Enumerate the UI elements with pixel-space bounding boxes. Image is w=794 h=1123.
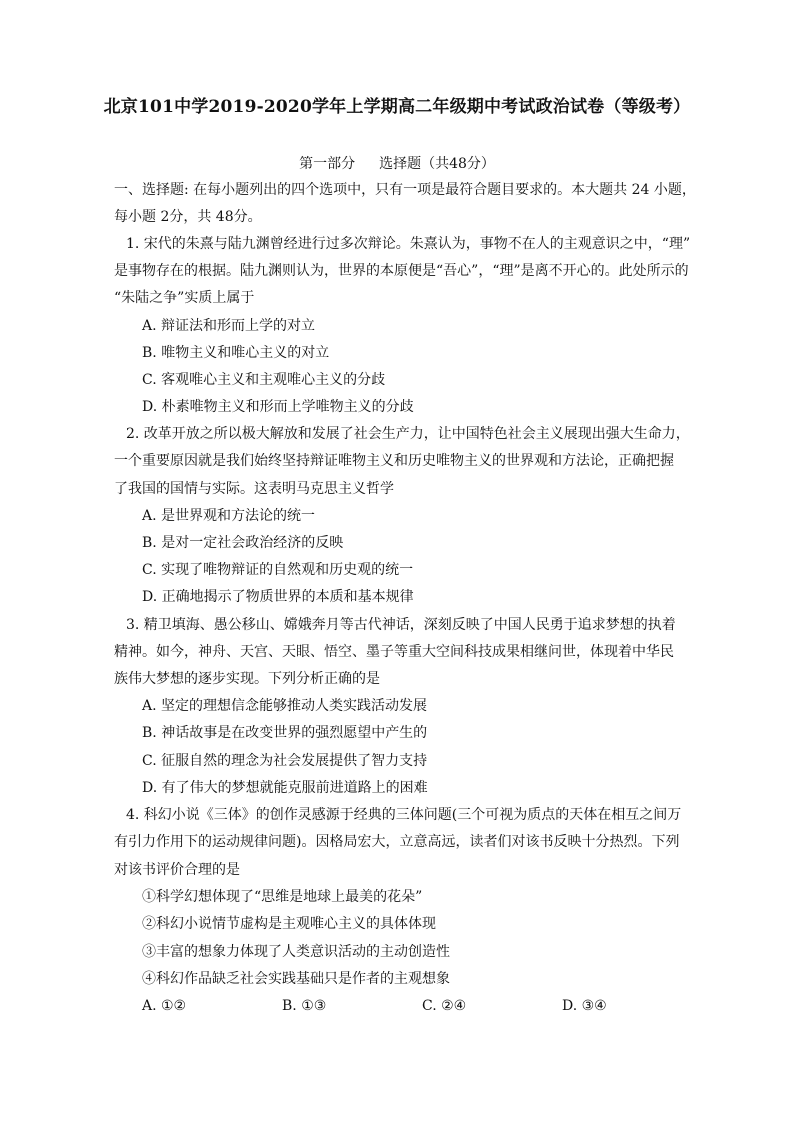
instructions-line: 一、选择题: 在每小题列出的四个选项中，只有一项是最符合题目要求的。本大题共 24 小题， [114,182,696,198]
question-4-statement-3: ③丰富的想象力体现了人类意识活动的主动创造性 [142,944,450,960]
instructions-line: 每小题 2分，共 48分。 [114,209,262,225]
question-1-stem-line: “朱陆之争”实质上属于 [114,290,255,306]
question-2-stem-line: 一个重要原因就是我们始终坚持辩证唯物主义和历史唯物主义的世界观和方法论，正确把握 [114,453,674,469]
question-4-option-b: B. ①③ [282,998,327,1014]
question-3-stem-line: 精神。如今，神舟、天宫、天眼、悟空、墨子等重大空间科技成果相继问世，体现着中华民 [114,644,674,660]
question-2-option-a: A. 是世界观和方法论的统一 [142,508,316,524]
part-label: 第一部分 [299,156,356,172]
question-1-option-b: B. 唯物主义和唯心主义的对立 [142,345,330,361]
question-3-option-b: B. 神话故事是在改变世界的强烈愿望中产生的 [142,725,428,741]
question-4-statement-1: ①科学幻想体现了“思维是地球上最美的花朵” [142,889,423,905]
question-2-option-d: D. 正确地揭示了物质世界的本质和基本规律 [142,589,414,605]
question-3-stem-line: 族伟大梦想的逐步实现。下列分析正确的是 [114,671,380,687]
question-2-stem-line: 了我国的国情与实际。这表明马克思主义哲学 [114,481,394,497]
question-4-stem-line: 4. 科幻小说《三体》的创作灵感源于经典的三体问题(三个可视为质点的天体在相互之间万 [126,807,682,823]
part-name: 选择题（共48分） [379,156,495,172]
exam-title: 北京101中学2019-2020学年上学期高二年级期中考试政治试卷（等级考） [103,97,691,117]
question-1-option-c: C. 客观唯心主义和主观唯心主义的分歧 [142,372,386,388]
question-4-stem-line: 有引力作用下的运动规律问题)。因格局宏大，立意高远，读者们对该书反映十分热烈。下列 [114,834,680,850]
question-2-option-c: C. 实现了唯物辩证的自然观和历史观的统一 [142,562,414,578]
part-heading [0,153,794,173]
question-3-option-a: A. 坚定的理想信念能够推动人类实践活动发展 [142,698,428,714]
question-3-option-c: C. 征服自然的理念为社会发展提供了智力支持 [142,753,428,769]
question-1-option-d: D. 朴素唯物主义和形而上学唯物主义的分歧 [142,399,414,415]
question-4-stem-line: 对该书评价合理的是 [114,862,240,878]
question-1-option-a: A. 辩证法和形而上学的对立 [142,318,316,334]
question-2-stem-line: 2. 改革开放之所以极大解放和发展了社会生产力，让中国特色社会主义展现出强大生命力， [126,426,690,442]
question-4-options [142,998,622,1016]
question-4-option-d: D. ③④ [562,998,607,1014]
question-4-option-a: A. ①② [142,998,187,1014]
question-4-statement-2: ②科幻小说情节虚构是主观唯心主义的具体体现 [142,916,436,932]
question-3-stem-line: 3. 精卫填海、愚公移山、嫦娥奔月等古代神话，深刻反映了中国人民勇于追求梦想的执着 [126,617,676,633]
question-1-stem-line: 是事物存在的根据。陆九渊则认为，世界的本原便是“吾心”，“理”是离不开心的。此处所示的 [114,263,689,279]
question-4-option-c: C. ②④ [422,998,467,1014]
question-3-option-d: D. 有了伟大的梦想就能克服前进道路上的困难 [142,780,428,796]
question-2-option-b: B. 是对一定社会政治经济的反映 [142,535,344,551]
question-1-stem-line: 1. 宋代的朱熹与陆九渊曾经进行过多次辩论。朱熹认为，事物不在人的主观意识之中，“理” [126,236,691,252]
question-4-statement-4: ④科幻作品缺乏社会实践基础只是作者的主观想象 [142,971,450,987]
